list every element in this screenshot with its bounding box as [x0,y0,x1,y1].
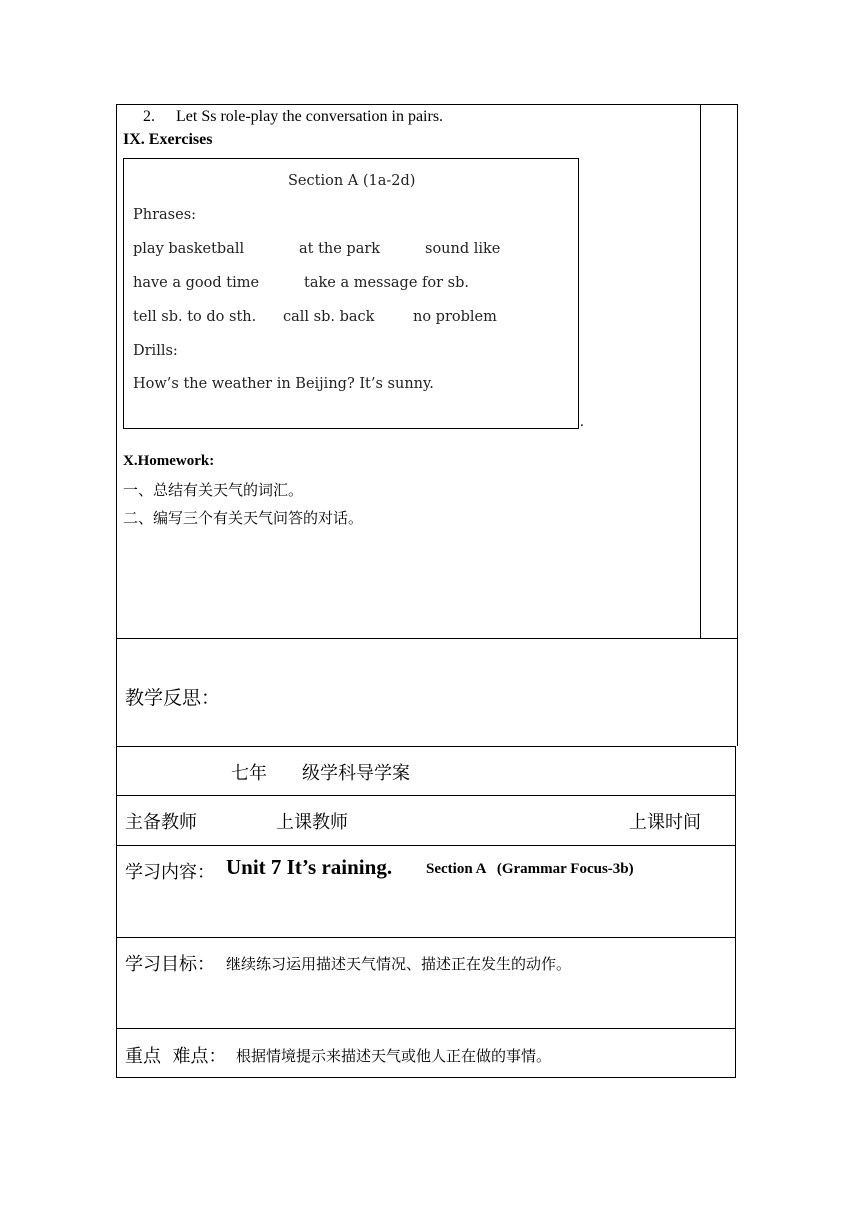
table1-top-border [116,104,738,105]
table1-right-border [737,104,738,746]
step-number: 2. [143,108,155,125]
phrase-item: no problem [413,309,497,325]
exercise-box [123,158,579,429]
class-time-label: 上课时间 [629,812,701,833]
trailing-dot: . [580,414,584,430]
exercises-heading: IX. Exercises [123,131,213,148]
phrase-item: call sb. back [283,309,375,325]
phrase-item: play basketball [133,241,245,257]
table2-row-divider [116,937,736,938]
goal-label: 学习目标： [125,954,215,975]
phrase-item: have a good time [133,275,260,291]
phrase-item: take a message for sb. [304,275,470,291]
key-points-text: 根据情境提示来描述天气或他人正在做的事情。 [236,1047,552,1065]
drills-label: Drills: [133,343,178,359]
table2-top-border [116,746,735,747]
table2-row-divider [116,845,736,846]
exercise-title: Section A (1a-2d) [288,173,416,189]
phrase-item: sound like [425,241,501,257]
phrase-item: tell sb. to do sth. [133,309,257,325]
table1-left-border [116,104,117,746]
content-unit: Unit 7 It’s raining. [226,855,393,879]
class-teacher-label: 上课教师 [276,812,348,833]
homework-item-2: 二、编写三个有关天气问答的对话。 [123,509,364,527]
table1-inner-divider [700,104,701,639]
table2-row-divider [116,1028,736,1029]
phrase-item: at the park [299,241,381,257]
reflection-label: 教学反思： [125,687,221,709]
lead-teacher-label: 主备教师 [125,812,197,833]
step-text: Let Ss role-play the conversation in pairs. [176,108,444,125]
table2-bottom-border [116,1077,736,1078]
goal-text: 继续练习运用描述天气情况、描述正在发生的动作。 [226,955,572,973]
key-points-label: 重点 难点： [125,1046,227,1067]
content-section: Section A (Grammar Focus-3b) [426,861,634,877]
homework-heading: X.Homework: [123,453,215,469]
drills-text: How’s the weather in Beijing? It’s sunny. [133,376,434,392]
guide-title-grade: 七年 [231,763,267,784]
guide-title: 级学科导学案 [302,763,410,784]
content-label: 学习内容： [125,862,215,883]
homework-item-1: 一、总结有关天气的词汇。 [123,481,304,499]
table2-row-divider [116,795,736,796]
phrases-label: Phrases: [133,207,197,223]
table1-row-divider [116,638,738,639]
